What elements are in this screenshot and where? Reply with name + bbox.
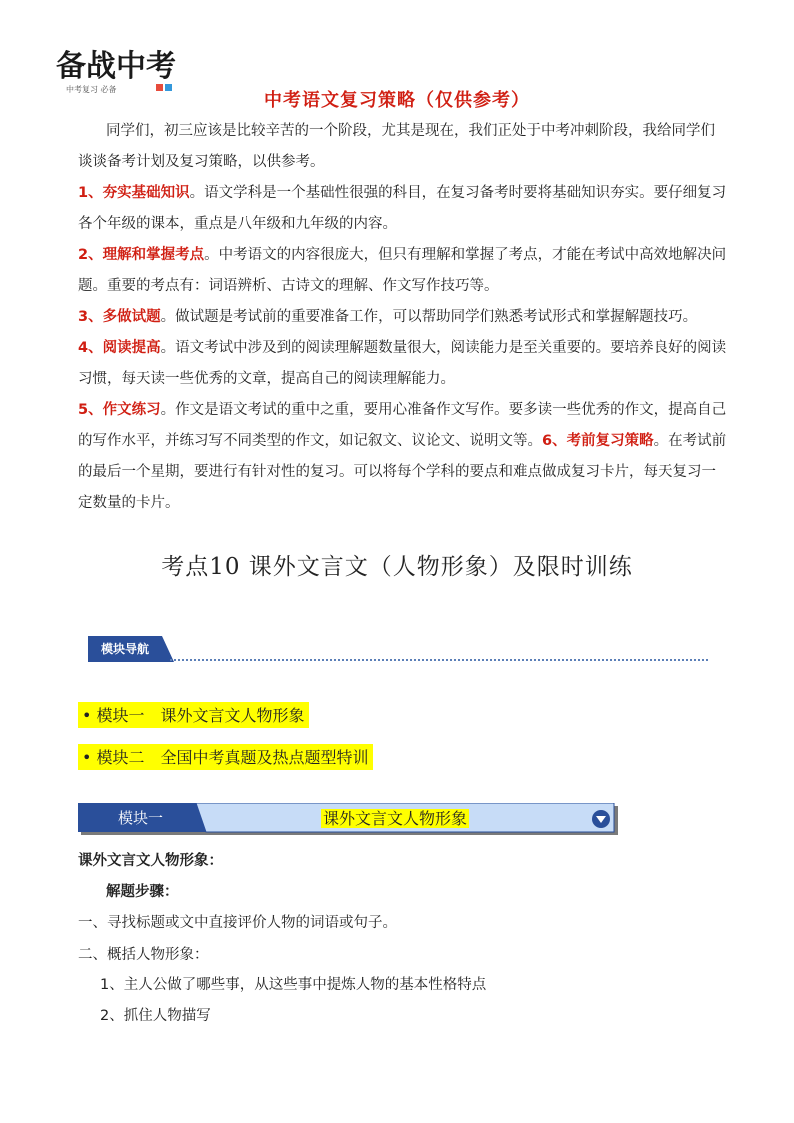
page-title: 中考语文复习策略（仅供参考） [264, 90, 530, 111]
strategy-item [78, 333, 728, 395]
strategy-item [78, 178, 728, 240]
module-list-item[interactable]: • 模块一 课外文言文人物形象 [78, 702, 309, 728]
logo-subtext: 中考复习 必备 [66, 85, 117, 94]
step-item: 二、概括人物形象： [78, 947, 209, 963]
strategy-item [78, 240, 728, 302]
sub-step-item: 1、主人公做了哪些事，从这些事中提炼人物的基本性格特点 [100, 977, 487, 993]
section-title: 课外文言文人物形象： [78, 853, 223, 869]
item-text: 。做试题是考试前的重要准备工作，可以帮助同学们熟悉考试形式和掌握解题技巧。 [160, 309, 698, 325]
item-label: 2、理解和掌握考点 [78, 247, 205, 263]
strategy-body [78, 178, 728, 519]
item-text: 。作文是语文考试的重中之重，要用心准备作文写作。要多读一些优秀的作文，提高自己的写作水平，并练习写不同类型的作文，如记叙文、议论文、说明文等。 [78, 402, 727, 449]
section-heading: 考点10 课外文言文（人物形象）及限时训练 [161, 554, 633, 580]
chevron-down-icon[interactable] [590, 808, 612, 830]
intro-paragraph: 同学们，初三应该是比较辛苦的一个阶段，尤其是现在，我们正处于中考冲刺阶段，我给同学们谈谈备考计划及复习策略，以供参考。 [78, 123, 715, 170]
strategy-item [78, 302, 728, 333]
module-list-item[interactable]: • 模块二 全国中考真题及热点题型特训 [78, 744, 373, 770]
module-nav-tab [88, 636, 174, 662]
module-bar-title-text: 课外文言文人物形象 [322, 809, 467, 828]
nav-tab-label: 模块导航 [100, 642, 149, 656]
nav-divider [170, 659, 708, 661]
steps-title: 解题步骤： [106, 884, 179, 900]
item-text: 。中考语文的内容很庞大，但只有理解和掌握了考点，才能在考试中高效地解决问题。重要的考点有：词语辨析、古诗文的理解、作文写作技巧等。 [78, 247, 727, 294]
sub-step-item: 2、抓住人物描写 [100, 1008, 211, 1024]
item-label: 4、阅读提高 [78, 340, 161, 356]
item-label: 6、考前复习策略 [542, 433, 654, 449]
item-text: 。在考试前的最后一个星期，要进行有针对性的复习。可以将每个学科的要点和难点做成复习卡片，每天复习一定数量的卡片。 [78, 433, 727, 511]
item-label: 1、夯实基础知识 [78, 185, 190, 201]
item-label: 3、多做试题 [78, 309, 161, 325]
item-text: 。语文考试中涉及到的阅读理解题数量很大，阅读能力是至关重要的。要培养良好的阅读习惯，每天读一些优秀的文章，提高自己的阅读理解能力。 [78, 340, 727, 387]
item-label: 5、作文练习 [78, 402, 161, 418]
module-bar-title [210, 806, 580, 829]
module-bar-label: 模块一 [117, 809, 163, 827]
strategy-item [78, 395, 728, 519]
logo-text: 备战中考 [56, 49, 176, 84]
item-text: 。语文学科是一个基础性很强的科目，在复习备考时要将基础知识夯实。要仔细复习各个年级的课本，重点是八年级和九年级的内容。 [78, 185, 727, 232]
step-item: 一、寻找标题或文中直接评价人物的词语或句子。 [78, 915, 397, 931]
